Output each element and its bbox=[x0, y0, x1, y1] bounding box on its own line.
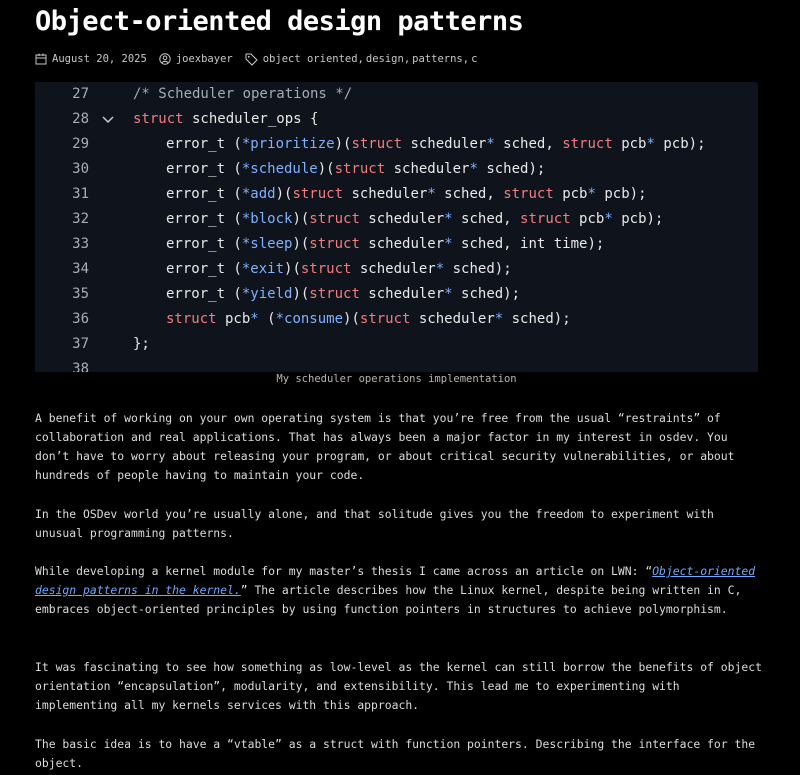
code-token: *exit bbox=[241, 261, 285, 277]
line-number: 30 bbox=[72, 161, 89, 177]
code-text bbox=[166, 232, 604, 257]
tag-link[interactable]: design, bbox=[365, 53, 411, 65]
code-text bbox=[166, 257, 512, 282]
code-token: struct bbox=[166, 311, 217, 327]
code-token: *schedule bbox=[241, 161, 318, 177]
code-token: error_t ( bbox=[166, 211, 242, 227]
code-token: * bbox=[587, 186, 596, 202]
code-line bbox=[35, 232, 758, 257]
tag-link[interactable]: c bbox=[471, 53, 478, 65]
code-token: struct bbox=[309, 236, 360, 252]
code-token: struct bbox=[300, 261, 352, 277]
code-block[interactable] bbox=[35, 82, 758, 372]
user-icon bbox=[159, 53, 171, 65]
paragraph: It was fascinating to see how something as low-level as the kernel can still borrow the benefits of object orientation “encapsulation”, modularity, and extensibility. This lead me to experimenting with implementing all my kernels services with this approach. bbox=[35, 660, 762, 712]
code-token: * bbox=[646, 136, 655, 152]
code-token: struct bbox=[520, 211, 571, 227]
tag-link[interactable]: patterns, bbox=[412, 53, 470, 65]
code-token: pcb bbox=[570, 211, 605, 227]
code-token: * bbox=[427, 186, 436, 202]
code-line bbox=[35, 357, 758, 372]
paragraph-text: While developing a kernel module for my master’s thesis I came across an article on LWN: “ bbox=[35, 564, 653, 578]
code-token: error_t ( bbox=[166, 261, 242, 277]
code-token: sched); bbox=[503, 311, 571, 327]
code-token: )( bbox=[292, 286, 310, 302]
code-line bbox=[35, 257, 758, 282]
code-token: )( bbox=[317, 161, 335, 177]
code-token: *yield bbox=[241, 286, 293, 302]
code-line bbox=[35, 107, 758, 132]
chevron-down-icon[interactable] bbox=[101, 107, 115, 132]
post-date-text: August 20, 2025 bbox=[52, 53, 147, 65]
code-text bbox=[166, 157, 545, 182]
paragraph: In the OSDev world you’re usually alone, and that solitude gives you the freedom to experiment with unusual programming patterns. bbox=[35, 507, 714, 540]
code-token: sched); bbox=[444, 261, 512, 277]
code-token: * bbox=[444, 286, 453, 302]
code-token: )( bbox=[343, 311, 360, 327]
post-author-text[interactable]: joexbayer bbox=[175, 53, 233, 65]
code-token: /* Scheduler operations */ bbox=[133, 86, 353, 102]
code-text bbox=[133, 332, 150, 357]
code-text bbox=[166, 282, 520, 307]
code-token: struct bbox=[503, 186, 554, 202]
line-number: 31 bbox=[72, 186, 89, 202]
code-token: )( bbox=[292, 211, 310, 227]
code-token: sched, bbox=[452, 211, 521, 227]
code-token: scheduler_ops { bbox=[183, 111, 319, 127]
code-text bbox=[133, 82, 352, 107]
code-token: scheduler bbox=[359, 211, 445, 227]
code-text bbox=[166, 132, 706, 157]
code-line bbox=[35, 307, 758, 332]
code-token: struct bbox=[351, 136, 403, 152]
code-token: )( bbox=[275, 186, 293, 202]
code-token: error_t ( bbox=[166, 161, 242, 177]
code-token: sched, bbox=[435, 186, 504, 202]
lwn-article-link[interactable]: Object-oriented design patterns in the kernel. bbox=[35, 564, 756, 597]
code-token: struct bbox=[309, 286, 360, 302]
code-token: *block bbox=[241, 211, 293, 227]
code-token: scheduler bbox=[385, 161, 470, 177]
code-token: struct bbox=[133, 111, 184, 127]
paragraph-text: ” The article describes how the Linux kernel, despite being written in C, embraces object-oriented principles by using function pointers in structures to achieve polymorphism. bbox=[35, 583, 742, 616]
post-author[interactable] bbox=[159, 53, 233, 65]
code-token: *prioritize bbox=[241, 136, 335, 152]
code-token: scheduler bbox=[410, 311, 495, 327]
code-token: pcb); bbox=[654, 136, 706, 152]
code-token: * bbox=[486, 136, 495, 152]
code-token: * bbox=[435, 261, 445, 277]
code-line bbox=[35, 207, 758, 232]
tag-icon bbox=[245, 53, 258, 66]
line-number: 34 bbox=[72, 261, 89, 277]
line-number: 28 bbox=[72, 111, 89, 127]
code-token: * bbox=[494, 311, 504, 327]
code-line bbox=[35, 82, 758, 107]
code-token: sched, bbox=[494, 136, 563, 152]
code-token: pcb); bbox=[595, 186, 647, 202]
tag-link[interactable]: object oriented, bbox=[262, 53, 364, 65]
code-token: scheduler bbox=[359, 236, 445, 252]
code-token: scheduler bbox=[343, 186, 428, 202]
code-token: error_t ( bbox=[166, 186, 242, 202]
paragraph: The basic idea is to have a “vtable” as a struct with function pointers. Describing the interface for the object. bbox=[35, 737, 756, 770]
code-token: sched); bbox=[477, 161, 546, 177]
code-token: * bbox=[444, 236, 453, 252]
code-token: scheduler bbox=[351, 261, 436, 277]
code-text bbox=[166, 307, 571, 332]
code-token: )( bbox=[284, 261, 301, 277]
paragraph bbox=[35, 562, 765, 619]
post-meta bbox=[35, 50, 491, 68]
code-text bbox=[166, 182, 647, 207]
code-token: struct bbox=[562, 136, 613, 152]
code-token: sched, int time); bbox=[452, 236, 605, 252]
code-token: ( bbox=[258, 311, 276, 327]
code-token: *consume bbox=[275, 311, 344, 327]
code-token: error_t ( bbox=[166, 286, 242, 302]
line-number: 38 bbox=[72, 361, 89, 372]
code-token: pcb bbox=[553, 186, 588, 202]
code-token: pcb bbox=[612, 136, 647, 152]
code-token: pcb); bbox=[612, 211, 664, 227]
code-token: )( bbox=[334, 136, 352, 152]
code-line bbox=[35, 332, 758, 357]
code-token: * bbox=[469, 161, 478, 177]
code-token: struct bbox=[292, 186, 344, 202]
code-token: error_t ( bbox=[166, 136, 242, 152]
code-line bbox=[35, 132, 758, 157]
code-token: *sleep bbox=[241, 236, 293, 252]
code-token: struct bbox=[309, 211, 360, 227]
code-token: struct bbox=[334, 161, 386, 177]
line-number: 33 bbox=[72, 236, 89, 252]
code-line bbox=[35, 157, 758, 182]
code-token: sched); bbox=[452, 286, 521, 302]
paragraph: A benefit of working on your own operating system is that you’re free from the usual “restraints” of collaboration and real applications. That has always been a major factor in my interest in osdev. You don’t have to worry about releasing your program, or about critical security vulnerabilities, or about hundreds of people having to maintain your code. bbox=[35, 411, 735, 482]
code-token: error_t ( bbox=[166, 236, 242, 252]
code-caption: My scheduler operations implementation bbox=[276, 373, 517, 385]
code-token: scheduler bbox=[402, 136, 487, 152]
code-line bbox=[35, 182, 758, 207]
code-line bbox=[35, 282, 758, 307]
code-token: }; bbox=[133, 336, 150, 352]
line-number: 36 bbox=[72, 311, 89, 327]
code-token: )( bbox=[292, 236, 310, 252]
code-token: pcb bbox=[216, 311, 251, 327]
code-token: * bbox=[604, 211, 613, 227]
line-number: 32 bbox=[72, 211, 89, 227]
line-number: 35 bbox=[72, 286, 89, 302]
post-date bbox=[35, 53, 147, 65]
code-token: * bbox=[444, 211, 453, 227]
line-number: 29 bbox=[72, 136, 89, 152]
page-title: Object-oriented design patterns bbox=[35, 6, 524, 37]
code-token: *add bbox=[241, 186, 276, 202]
code-token: struct bbox=[359, 311, 411, 327]
line-number: 37 bbox=[72, 336, 89, 352]
post-tags bbox=[245, 53, 480, 66]
line-number: 27 bbox=[72, 86, 89, 102]
code-text bbox=[133, 107, 318, 132]
code-token: scheduler bbox=[359, 286, 445, 302]
code-text bbox=[166, 207, 663, 232]
calendar-icon bbox=[35, 53, 47, 65]
code-token: * bbox=[250, 311, 259, 327]
